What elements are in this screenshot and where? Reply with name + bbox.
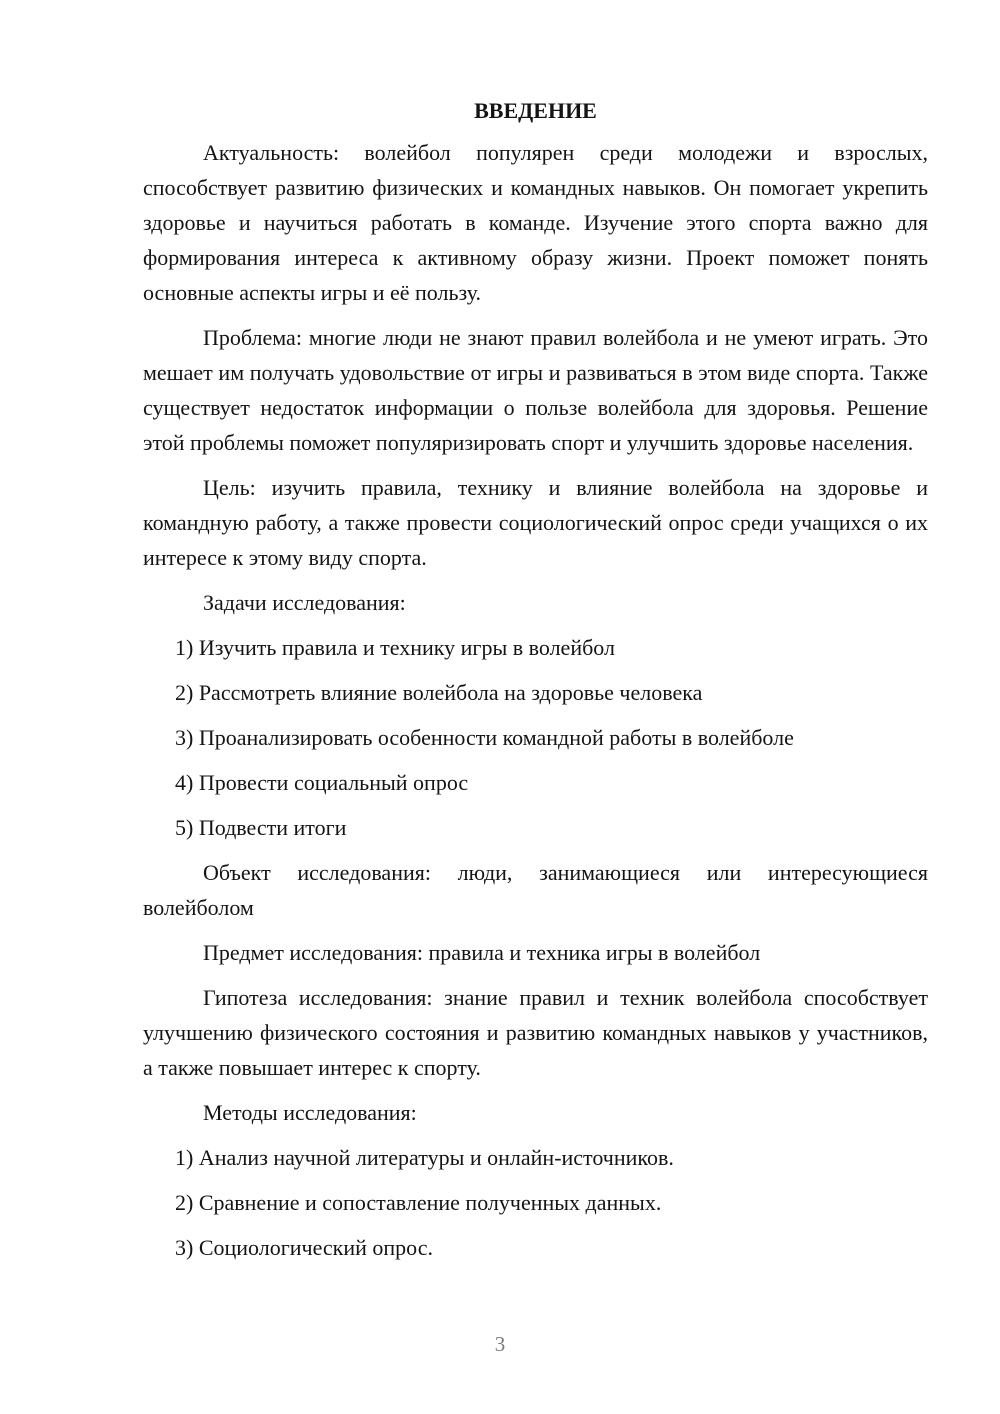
task-item: 4) Провести социальный опрос (175, 770, 469, 795)
object-paragraph: Объект исследования: люди, занимающиеся или интересующиеся волейболом (143, 860, 928, 920)
goal-paragraph: Цель: изучить правила, технику и влияние волейбола на здоровье и командную работу, а также провести социологический опрос среди учащихся о их интересе к этому виду спорта. (143, 475, 928, 570)
task-item: 5) Подвести итоги (175, 815, 347, 840)
task-item: 3) Проанализировать особенности командной работы в волейболе (175, 725, 794, 750)
page-content (143, 96, 928, 1275)
method-item: 2) Сравнение и сопоставление полученных данных. (175, 1190, 662, 1215)
method-item: 3) Социологический опрос. (175, 1235, 433, 1260)
hypothesis-paragraph: Гипотеза исследования: знание правил и техник волейбола способствует улучшению физического состояния и развитию командных навыков у участников, а также повышает интерес к спорту. (143, 985, 928, 1080)
problem-paragraph: Проблема: многие люди не знают правил волейбола и не умеют играть. Это мешает им получать удовольствие от игры и развиваться в этом виде спорта. Также существует недостаток информации о пользе волейбола для здоровья. Решение этой проблемы поможет популяризировать спорт и улучшить здоровье населения. (143, 325, 928, 455)
subject-paragraph: Предмет исследования: правила и техника игры в волейбол (203, 940, 761, 965)
task-item: 1) Изучить правила и технику игры в волейбол (175, 635, 615, 660)
methods-heading: Методы исследования: (203, 1100, 417, 1125)
method-item: 1) Анализ научной литературы и онлайн-источников. (175, 1145, 674, 1170)
page-number: 3 (494, 1332, 506, 1356)
page-title: ВВЕДЕНИЕ (474, 98, 597, 123)
tasks-list (143, 630, 928, 845)
relevance-paragraph: Актуальность: волейбол популярен среди молодежи и взрослых, способствует развитию физических и командных навыков. Он помогает укрепить здоровье и научиться работать в команде. Изучение этого спорта важно для формирования интереса к активному образу жизни. Проект поможет понять основные аспекты игры и её пользу. (143, 140, 928, 305)
task-item: 2) Рассмотреть влияние волейбола на здоровье человека (175, 680, 703, 705)
methods-list (143, 1140, 928, 1265)
tasks-heading: Задачи исследования: (203, 590, 406, 615)
